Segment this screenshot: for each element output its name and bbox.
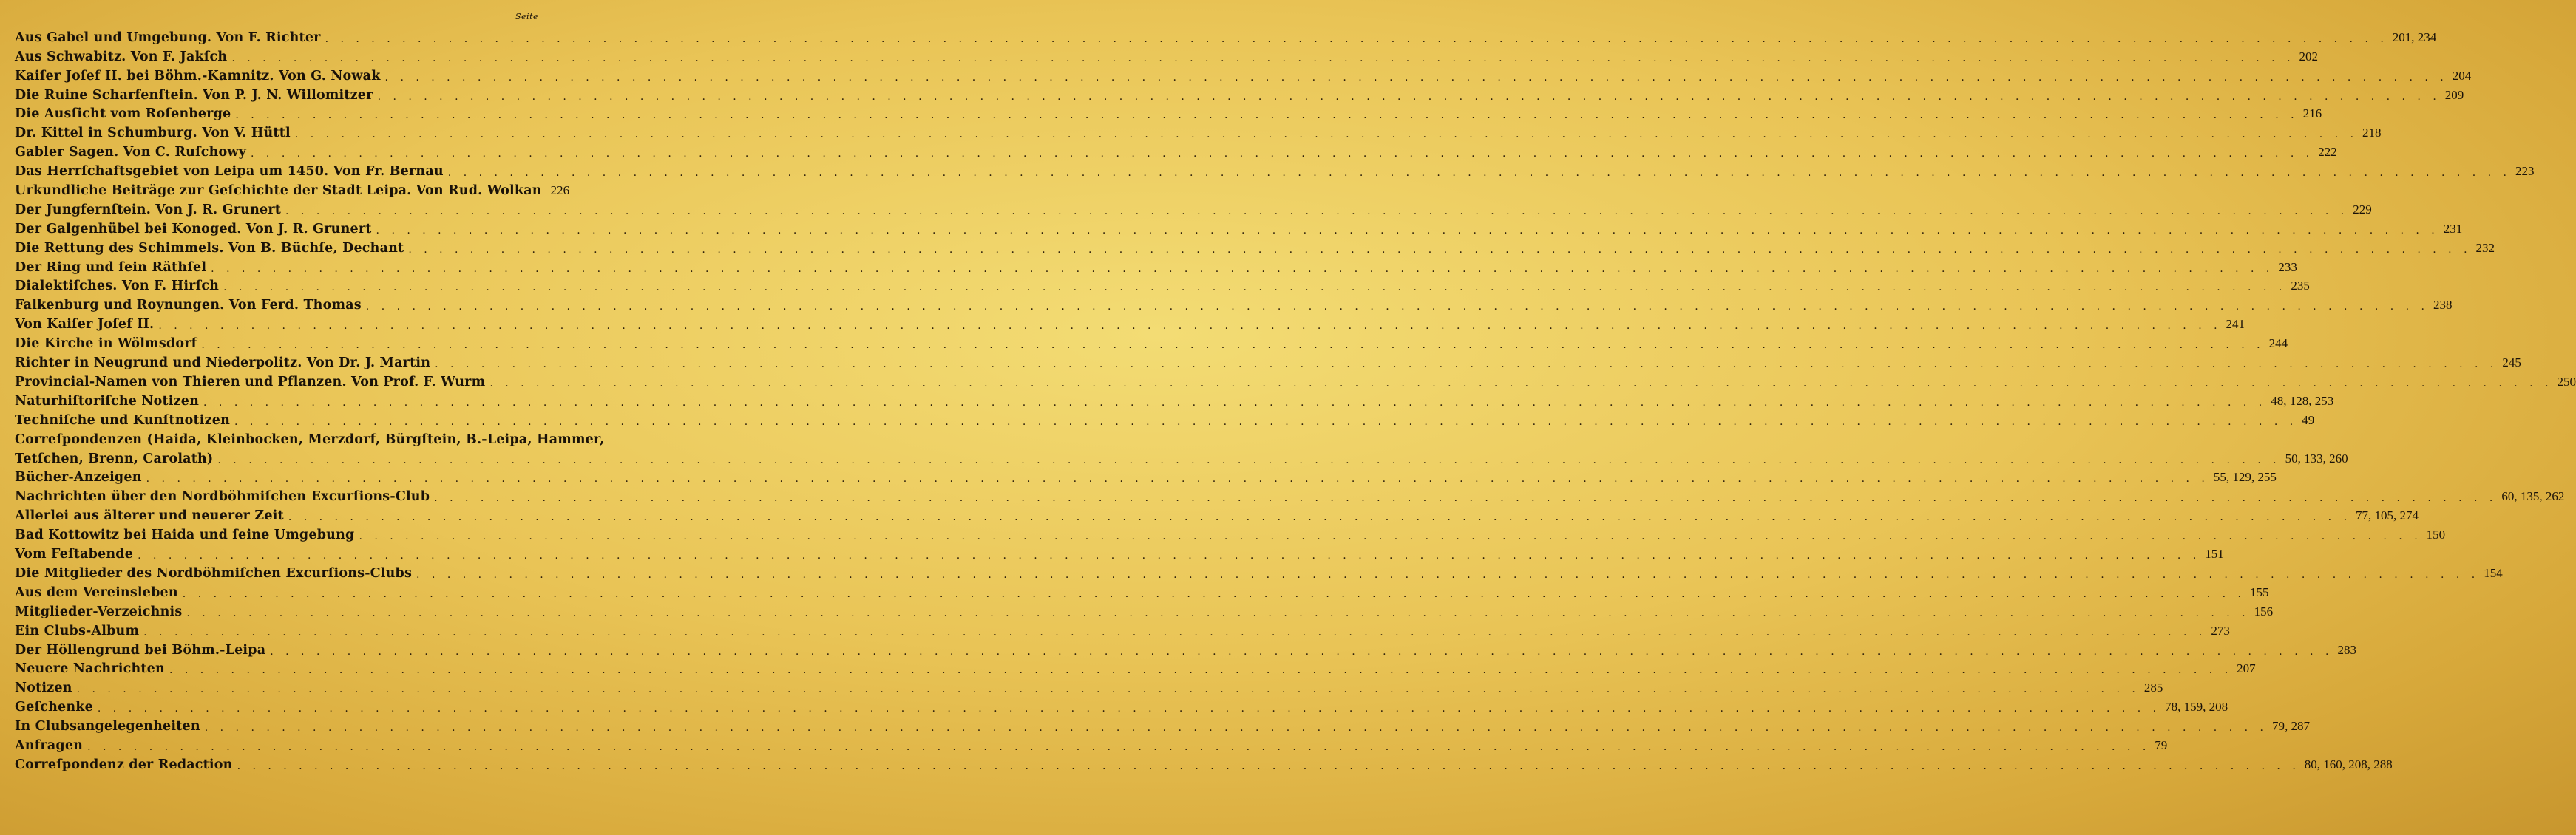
toc-entry-pages: 216: [2302, 106, 2322, 121]
toc-entry-pages: 151: [2205, 547, 2224, 562]
leader-dots: [87, 740, 2150, 754]
toc-entry-title: Aus Gabel und Umgebung. Von F. Richter: [15, 30, 321, 45]
toc-entry: [15, 524, 2446, 543]
toc-entry: [15, 485, 2565, 505]
toc-entry-pages: 77, 105, 274: [2356, 508, 2419, 523]
toc-entry: [15, 276, 2310, 295]
leader-dots: [231, 52, 2294, 65]
toc-entry-correspondence-line1: [15, 429, 605, 448]
toc-entry-title: Naturhiſtoriſche Notizen: [15, 393, 200, 409]
toc-entry-title: Correſpondenzen (Haida, Kleinbocken, Merzdorf, Bürgſtein, B.-Leipa, Hammer,: [15, 432, 605, 447]
toc-entry: [15, 199, 2372, 218]
toc-entry: [15, 180, 570, 199]
leader-dots: [288, 511, 2351, 524]
toc-entry-pages: 229: [2353, 202, 2372, 217]
toc-entry: [15, 352, 2521, 371]
toc-entry-title: Die Mitglieder des Nordböhmiſchen Excurſions-Clubs: [15, 565, 413, 581]
toc-entry-pages: 154: [2484, 565, 2503, 580]
toc-entry: [15, 294, 2453, 313]
toc-entry: [15, 543, 2224, 562]
toc-entry-title: Der Galgenhübel bei Konoged. Von J. R. Grunert: [15, 221, 372, 236]
toc-entry-title: Nachrichten über den Nordböhmiſchen Excurſions-Club: [15, 489, 430, 505]
toc-entry-title: Kaiſer Joſef II. bei Böhm.-Kamnitz. Von G. Nowak: [15, 68, 381, 84]
toc-entry: [15, 467, 2277, 486]
toc-entry-title: Die Ruine Scharfenſtein. Von P. J. N. Willomitzer: [15, 87, 373, 103]
toc-entry: [15, 218, 2463, 237]
leader-dots: [366, 300, 2429, 313]
toc-entry: [15, 601, 2274, 620]
toc-entry-pages: 155: [2250, 584, 2269, 599]
toc-entry: [15, 639, 2356, 658]
toc-entry-title: Provincial-Namen von Thieren und Pflanzen. Von Prof. F. Wurm: [15, 374, 486, 389]
toc-entry-pages: 273: [2211, 623, 2230, 638]
toc-entry: [15, 754, 2393, 773]
leader-dots: [138, 549, 2200, 562]
toc-entry-pages: 223: [2515, 164, 2535, 179]
toc-entry-title: Vom Feſtabende: [15, 547, 134, 562]
toc-entry-pages: 150: [2426, 528, 2446, 542]
leader-dots: [234, 415, 2297, 429]
toc-entry-pages: 235: [2291, 279, 2310, 293]
toc-entry-title: Urkundliche Beiträge zur Geſchichte der Stadt Leipa. Von Rud. Wolkan: [15, 183, 542, 199]
toc-entry-pages: 233: [2278, 259, 2297, 274]
leader-dots: [378, 90, 2441, 103]
toc-entry-pages: 79: [2155, 737, 2168, 752]
toc-entry-pages: 156: [2254, 604, 2274, 618]
toc-entry-pages: 231: [2443, 221, 2463, 236]
toc-entry-pages: 244: [2268, 336, 2288, 351]
toc-entry: [15, 505, 2419, 524]
toc-entry-pages: 283: [2337, 642, 2356, 657]
toc-entry: [15, 84, 2464, 103]
toc-entry-pages: 226: [550, 183, 570, 198]
toc-entry: [15, 696, 2228, 715]
toc-entry-pages: 78, 159, 208: [2165, 700, 2228, 715]
toc-entry: [15, 256, 2297, 276]
leader-dots: [489, 377, 2552, 390]
leader-dots: [98, 702, 2160, 715]
leader-dots: [285, 205, 2348, 218]
toc-entry-title: Bücher-Anzeigen: [15, 470, 142, 485]
leader-dots: [143, 626, 2206, 639]
toc-entry-title: Aus Schwabitz. Von F. Jakſch: [15, 49, 228, 64]
leader-dots: [205, 721, 2268, 735]
leader-dots: [448, 166, 2511, 180]
toc-entry-title: Allerlei aus älterer und neuerer Zeit: [15, 508, 284, 524]
toc-entry-title: Das Herrſchaftsgebiet von Leipa um 1450. Von Fr. Bernau: [15, 164, 444, 180]
toc-entry: [15, 562, 2503, 582]
toc-entry-title: Gabler Sagen. Von C. Ruſchowy: [15, 145, 247, 160]
toc-entry-title: Mitglieder-Verzeichnis: [15, 604, 183, 619]
toc-entry-pages: 80, 160, 208, 288: [2304, 757, 2393, 771]
leader-dots: [203, 396, 2266, 409]
toc-entry: [15, 27, 2437, 46]
toc-entry-title: Die Kirche in Wölmsdorf: [15, 336, 197, 352]
toc-entry: [15, 237, 2495, 256]
leader-dots: [235, 109, 2298, 122]
toc-entry: [15, 715, 2310, 735]
leader-dots: [408, 243, 2471, 256]
toc-entry: [15, 409, 2315, 429]
leader-dots: [211, 262, 2274, 276]
leader-dots: [237, 760, 2300, 773]
toc-entry-title: Von Kaiſer Joſef II.: [15, 317, 155, 333]
toc-entry-title: Richter in Neugrund und Niederpolitz. Von Dr. J. Martin: [15, 355, 431, 371]
toc-entry-pages: 245: [2502, 355, 2521, 370]
leader-dots: [416, 568, 2479, 582]
toc-entry-title: Bad Kottowitz bei Haida und ſeine Umgebung: [15, 528, 355, 543]
leader-dots: [251, 147, 2314, 160]
toc-entry-pages: 238: [2433, 298, 2453, 313]
leader-dots: [186, 607, 2249, 620]
toc-entry-correspondence-line2: [15, 448, 2348, 467]
toc-entry-title: Falkenburg und Roynungen. Von Ferd. Thomas: [15, 298, 362, 313]
toc-entry: [15, 313, 2245, 333]
toc-entry: [15, 160, 2535, 180]
toc-entry-title: Notizen: [15, 681, 72, 696]
leader-dots: [169, 664, 2232, 677]
toc-entry: [15, 46, 2319, 65]
toc-list: [15, 27, 2576, 773]
toc-entry-pages: 48, 128, 253: [2271, 393, 2334, 408]
toc-entry-title: Der Ring und ſein Räthſel: [15, 259, 207, 275]
toc-entry: [15, 735, 2168, 754]
toc-entry-title: Anfragen: [15, 737, 84, 753]
toc-entry: [15, 65, 2472, 84]
toc-entry-title: Die Rettung des Schimmels. Von B. Büchſe, Dechant: [15, 240, 404, 256]
toc-entry-title: Aus dem Vereinsleben: [15, 584, 178, 600]
toc-entry-title: Neuere Nachrichten: [15, 661, 165, 677]
leader-dots: [183, 587, 2245, 601]
toc-entry: [15, 333, 2288, 352]
toc-entry: [15, 620, 2230, 639]
toc-entry-title: Techniſche und Kunſtnotizen: [15, 412, 231, 428]
toc-entry: [15, 141, 2337, 160]
toc-entry-pages: 207: [2237, 661, 2256, 676]
toc-entry: [15, 371, 2576, 390]
toc-entry-title: Correſpondenz der Redaction: [15, 757, 233, 772]
toc-entry-pages: 50, 133, 260: [2285, 451, 2348, 466]
leader-dots: [201, 338, 2264, 352]
toc-entry-pages: 55, 129, 255: [2213, 470, 2277, 485]
toc-entry-pages: 209: [2444, 87, 2464, 102]
leader-dots: [434, 491, 2497, 505]
toc-entry-pages: 218: [2362, 126, 2382, 140]
toc-entry-title: Ein Clubs-Album: [15, 623, 140, 638]
toc-entry: [15, 677, 2163, 696]
toc-entry: [15, 658, 2256, 678]
toc-entry-pages: 79, 287: [2271, 719, 2310, 734]
toc-entry-pages: 202: [2299, 49, 2319, 64]
toc-entry-title: In Clubsangelegenheiten: [15, 719, 200, 735]
leader-dots: [146, 472, 2209, 485]
toc-entry: [15, 582, 2269, 601]
toc-entry-title: Tetſchen, Brenn, Carolath): [15, 451, 214, 466]
leader-dots: [270, 645, 2333, 658]
toc-entry-pages: 241: [2226, 317, 2245, 332]
leader-dots: [223, 281, 2286, 294]
toc-entry-pages: 222: [2318, 145, 2337, 160]
toc-entry-pages: 232: [2475, 240, 2495, 255]
toc-entry-pages: 285: [2143, 681, 2163, 695]
leader-dots: [435, 358, 2498, 371]
leader-dots: [158, 319, 2221, 333]
toc-entry-pages: 49: [2302, 412, 2315, 427]
toc-entry-pages: 250: [2557, 374, 2576, 389]
leader-dots: [217, 454, 2280, 467]
toc-entry-pages: 60, 135, 262: [2501, 489, 2565, 504]
toc-entry-title: Die Ausſicht vom Roſenberge: [15, 106, 231, 122]
leader-dots: [295, 128, 2358, 141]
toc-entry-title: Der Jungfernſtein. Von J. R. Grunert: [15, 202, 282, 217]
toc-entry-title: Geſchenke: [15, 700, 93, 715]
leader-dots: [77, 683, 2140, 696]
toc-entry: [15, 103, 2322, 123]
leader-dots: [376, 224, 2439, 237]
toc-entry-title: Dr. Kittel in Schumburg. Von V. Hüttl: [15, 126, 291, 141]
leader-dots: [325, 33, 2388, 46]
toc-entry: [15, 122, 2382, 141]
leader-dots: [359, 530, 2421, 543]
toc-entry: [15, 390, 2334, 409]
toc-entry-title: Der Höllengrund bei Böhm.-Leipa: [15, 642, 266, 658]
toc-entry-pages: 201, 234: [2392, 30, 2437, 44]
leader-dots: [385, 71, 2448, 84]
page-column-label: Seite: [515, 12, 538, 21]
toc-entry-title: Dialektiſches. Von F. Hirſch: [15, 279, 220, 294]
toc-entry-pages: 204: [2452, 68, 2472, 83]
